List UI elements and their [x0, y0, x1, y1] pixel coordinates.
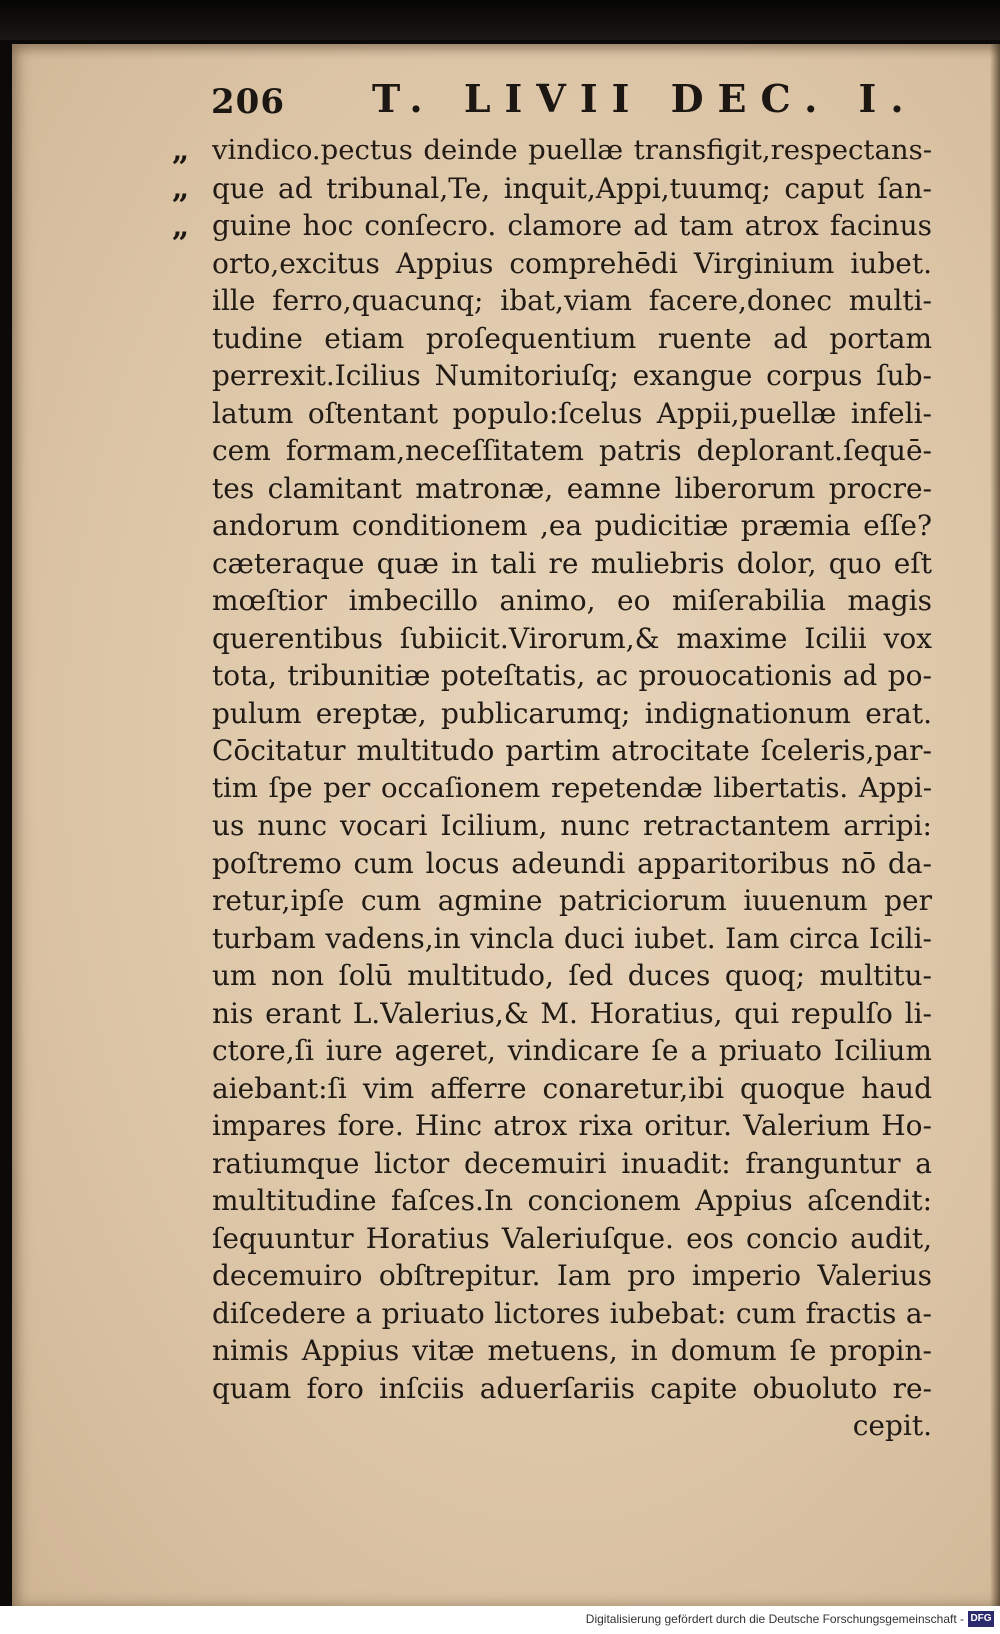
dfg-logo-icon: DFG [968, 1611, 994, 1627]
text-line: guine hoc conſecro. clamore ad tam atrox facinus [212, 209, 932, 242]
text-line: querentibus ſubiicit.Virorum,& maxime Icilii vox [212, 621, 932, 655]
page-number: 206 [211, 82, 285, 122]
body-text [212, 132, 932, 1445]
text-line: decemuiro obſtrepitur. Iam pro imperio Valerius [212, 1259, 932, 1292]
text-line: vindico.pectus deinde puellæ transfigit,respectans- [212, 134, 932, 166]
funding-credit: Digitalisierung gefördert durch die Deutsche Forschungsgemeinschaft - [585, 1612, 964, 1626]
text-line: um non ſolū multitudo, ſed duces quoq; multitu- [212, 959, 932, 992]
text-line: andorum conditionem ,ea pudicitiæ præmia eſſe? [212, 509, 932, 542]
quote-mark: „ [172, 133, 190, 168]
text-line: Cōcitatur multitudo partim atrocitate ſceleris,par- [212, 734, 932, 767]
text-line: nis erant L.Valerius,& M. Horatius, qui repulſo li- [212, 996, 932, 1030]
quote-mark: „ [172, 209, 190, 244]
text-line: retur,ipſe cum agmine patriciorum iuuenum per [212, 884, 932, 917]
text-line: ratiumque lictor decemuiri inuadit: franguntur a [212, 1146, 932, 1180]
text-line: mœſtior imbecillo animo, eo miſerabilia magis [212, 584, 932, 617]
text-line: multitudine faſces.In concionem Appius aſcendit: [212, 1184, 932, 1217]
scan-background [0, 0, 1000, 40]
text-line: poſtremo cum locus adeundi apparitoribus nō da- [212, 846, 932, 880]
text-line: diſcedere a priuato lictores iubebat: cum fractis a- [212, 1296, 932, 1330]
text-line: perrexit.Icilius Numitoriuſq; exangue corpus ſub- [212, 359, 932, 392]
text-line: tudine etiam proſequentium ruente ad portam [212, 321, 932, 355]
text-line: quam foro inſciis aduerſariis capite obuoluto re- [212, 1371, 932, 1405]
text-line: us nunc vocari Icilium, nunc retractantem arripi: [212, 809, 932, 842]
text-line: ſequuntur Horatius Valeriuſque. eos concio audit, [212, 1221, 932, 1255]
page-edge-shadow [990, 44, 1000, 1606]
text-line: aiebant:ſi vim afferre conaretur,ibi quoque haud [212, 1071, 932, 1105]
text-line: cepit. [852, 1409, 932, 1442]
text-line: que ad tribunal,Te, inquit,Appi,tuumq; caput ſan- [212, 171, 932, 205]
book-page [12, 44, 1000, 1606]
text-line: turbam vadens,in vincla duci iubet. Iam circa Icili- [212, 921, 932, 955]
text-line: orto,excitus Appius comprehēdi Virginium iubet. [212, 246, 932, 280]
text-line: ctore,ſi iure ageret, vindicare ſe a priuato Icilium [212, 1034, 932, 1067]
running-head: T. LIVII DEC. I. [372, 76, 918, 121]
text-line: tota, tribunitiæ poteſtatis, ac prouocationis ad po- [212, 659, 932, 692]
quotation-marks [172, 132, 212, 246]
page-header [12, 76, 1000, 136]
text-line: cæteraque quæ in tali re muliebris dolor, quo eſt [212, 546, 932, 580]
text-line: tim ſpe per occaſionem repetendæ libertatis. Appi- [212, 771, 932, 804]
text-line: latum oſtentant populo:ſcelus Appii,puellæ infeli- [212, 396, 932, 430]
text-line: pulum ereptæ, publicarumq; indignationum erat. [212, 696, 932, 730]
text-line: ille ferro,quacunq; ibat,viam facere,donec multi- [212, 284, 932, 317]
text-line: tes clamitant matronæ, eamne liberorum procre- [212, 471, 932, 505]
text-line: nimis Appius vitæ metuens, in domum ſe propin- [212, 1334, 932, 1367]
digitization-footer [0, 1606, 1000, 1634]
quote-mark: „ [172, 171, 190, 206]
text-line: cem formam,neceſſitatem patris deplorant.ſequē- [212, 434, 932, 467]
text-line: impares fore. Hinc atrox rixa oritur. Valerium Ho- [212, 1109, 932, 1142]
